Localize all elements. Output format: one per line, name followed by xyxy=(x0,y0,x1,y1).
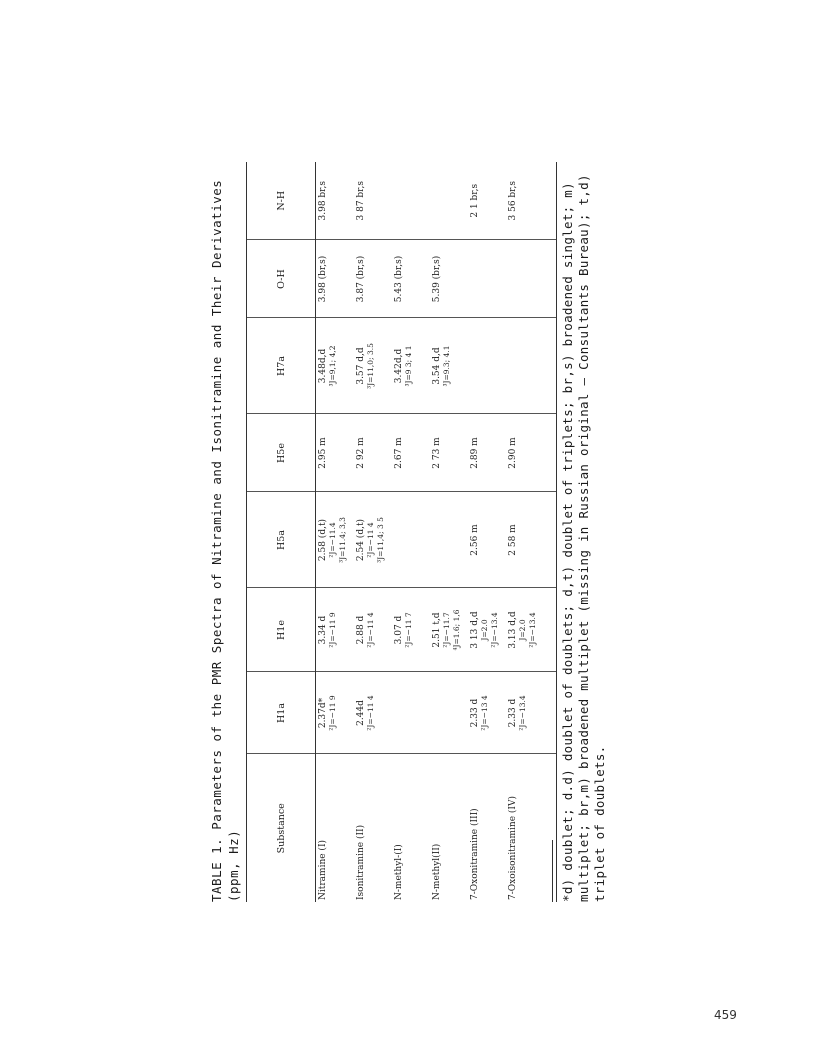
cell-value-line: ³J=9 3; 4 1 xyxy=(404,345,413,387)
cell-h5e xyxy=(468,414,506,492)
cell-oh xyxy=(354,240,392,318)
cell-h1a xyxy=(316,672,355,754)
cell-value-line: 3.54 d,d xyxy=(432,347,442,385)
cell-value-line: 2.54 (d,t) xyxy=(356,518,366,562)
page-number: 459 xyxy=(714,1008,737,1022)
cell-value-line: 2.44d xyxy=(356,700,366,726)
cell-value-line: ²J=−11 4 xyxy=(366,695,375,731)
cell-h1a xyxy=(392,672,430,754)
cell-substance: 7-Oxonitramine (III) xyxy=(470,808,480,900)
cell-nh xyxy=(430,162,468,240)
cell-value-line: ²J=−13.4 xyxy=(528,612,537,648)
cell-value-line: J=2.0 xyxy=(480,619,489,641)
cell-value-line: 2 73 m xyxy=(432,437,442,469)
cell-value-line: 3 56 br,s xyxy=(508,181,518,221)
cell-h5a xyxy=(354,492,392,588)
cell-h1e xyxy=(316,588,355,672)
cell-value-line: ³J=9,1; 4,2 xyxy=(328,345,337,387)
cell-value-line: 3.48d,d xyxy=(318,348,328,384)
col-header-h5a: H5a xyxy=(247,492,316,588)
cell-h5a xyxy=(468,492,506,588)
cell-substance: 7-Oxoisonitramine (IV) xyxy=(506,754,557,902)
cell-value-line: 2.67 m xyxy=(394,437,404,469)
cell-value-line: 2 1 br,s xyxy=(470,183,480,218)
cell-value-line: ²J=−11 9 xyxy=(328,612,337,648)
table-header-row xyxy=(247,162,316,902)
cell-h1a xyxy=(354,672,392,754)
table-row xyxy=(354,162,392,902)
cell-value-line: ⁴J=1.6; 1,6 xyxy=(452,609,461,651)
cell-value-line: ³J=9.3; 4.1 xyxy=(442,345,451,387)
cell-substance: N-methyl(II) xyxy=(432,843,442,900)
cell-value-line: 3 13 d,d xyxy=(470,611,480,649)
cell-h1a xyxy=(506,672,557,754)
table-row xyxy=(392,162,430,902)
cell-substance: N-methyl-(I) xyxy=(394,844,404,900)
cell-nh xyxy=(392,162,430,240)
col-header-h5e: H5e xyxy=(247,414,316,492)
cell-value-line: 2 58 m xyxy=(508,524,518,556)
col-header-h1a: H1a xyxy=(247,672,316,754)
cell-value-line: 2 92 m xyxy=(356,437,366,469)
cell-h5a xyxy=(430,492,468,588)
cell-value-line: 3.98 br,s xyxy=(318,181,328,221)
table-row xyxy=(316,162,355,902)
col-header-oh: O-H xyxy=(247,240,316,318)
cell-value-line: 3.57 d,d xyxy=(356,347,366,385)
cell-nh xyxy=(354,162,392,240)
cell-value-line: J=2.0 xyxy=(518,619,527,641)
rotated-table-region xyxy=(208,162,618,902)
cell-value-line: 3.98 (br,s) xyxy=(318,255,328,303)
cell-substance: Nitramine (I) xyxy=(318,839,328,900)
cell-h5e xyxy=(430,414,468,492)
col-header-nh: N-H xyxy=(247,162,316,240)
table-row xyxy=(468,162,506,902)
cell-h5a xyxy=(506,492,557,588)
cell-nh xyxy=(506,162,557,240)
cell-nh xyxy=(316,162,355,240)
footnote-rule xyxy=(552,840,553,902)
cell-h5a xyxy=(392,492,430,588)
table-body xyxy=(316,162,557,902)
cell-h7a xyxy=(392,318,430,414)
cell-value-line: 5.39 (br,s) xyxy=(432,255,442,303)
cell-h1a xyxy=(468,672,506,754)
cell-value-line: ²J=−11 7 xyxy=(404,612,413,648)
cell-oh xyxy=(468,240,506,318)
cell-h1e xyxy=(354,588,392,672)
cell-value-line: 3.42d,d xyxy=(394,348,404,384)
cell-value-line: 2.33 d xyxy=(508,698,518,728)
cell-value-line: ²J=−13 4 xyxy=(480,695,489,731)
cell-h7a xyxy=(354,318,392,414)
cell-value-line: ³J=11,0; 3.5 xyxy=(366,343,375,389)
cell-value-line: ³J=11,4; 3 5 xyxy=(376,517,385,563)
cell-value-line: 2.33 d xyxy=(470,698,480,728)
cell-h5e xyxy=(392,414,430,492)
cell-value-line: 3 87 br,s xyxy=(356,181,366,221)
cell-h1a xyxy=(430,672,468,754)
cell-h5e xyxy=(354,414,392,492)
cell-value-line: 2.95 m xyxy=(318,437,328,469)
cell-value-line: 2.88 d xyxy=(356,615,366,645)
cell-oh xyxy=(506,240,557,318)
cell-value-line: ²J=−13.4 xyxy=(490,612,499,648)
cell-h1e xyxy=(392,588,430,672)
cell-oh xyxy=(392,240,430,318)
cell-value-line: ²J=−11 4 xyxy=(366,522,375,558)
col-header-substance: Substance xyxy=(247,754,316,902)
cell-h7a xyxy=(506,318,557,414)
cell-value-line: 2.58 (d,t) xyxy=(318,518,328,562)
cell-h1e xyxy=(430,588,468,672)
cell-value-line: 5.43 (br,s) xyxy=(394,255,404,303)
table-caption: TABLE 1. Parameters of the PMR Spectra of Nitramine and Isonitramine and Their Derivatives (ppm, Hz) xyxy=(209,179,241,902)
cell-value-line: 2.90 m xyxy=(508,437,518,469)
pmr-table xyxy=(246,162,557,902)
cell-value-line: ²J=−11 9 xyxy=(328,695,337,731)
cell-value-line: ²J=−11 4 xyxy=(366,612,375,648)
table-row xyxy=(506,162,557,902)
cell-h5e xyxy=(316,414,355,492)
cell-value-line: 3.07 d xyxy=(394,615,404,645)
cell-h1e xyxy=(468,588,506,672)
cell-h7a xyxy=(430,318,468,414)
cell-value-line: 3.87 (br,s) xyxy=(356,255,366,303)
cell-value-line: ³J=11.4; 3,3 xyxy=(338,517,347,563)
table-row xyxy=(430,162,468,902)
cell-h5a xyxy=(316,492,355,588)
cell-nh xyxy=(468,162,506,240)
col-header-h1e: H1e xyxy=(247,588,316,672)
cell-oh xyxy=(430,240,468,318)
cell-value-line: ²J=−11.7 xyxy=(442,612,451,648)
cell-value-line: 3.34 d xyxy=(318,615,328,645)
cell-h7a xyxy=(468,318,506,414)
cell-value-line: 2.56 m xyxy=(470,524,480,556)
cell-substance: Isonitramine (II) xyxy=(356,824,366,900)
cell-h1e xyxy=(506,588,557,672)
col-header-h7a: H7a xyxy=(247,318,316,414)
cell-value-line: ²J=−11.4 xyxy=(328,522,337,558)
table-footnote: *d) doublet; d.d) doublet of doublets; d,t) doublet of triplets; br,s) broadened singlet; m) multiplet; br,m) broadened multiplet (missing in Russian original – Consultants Bureau); t,d) triplet of doublets. xyxy=(560,174,607,902)
cell-value-line: 2.89 m xyxy=(470,437,480,469)
cell-h5e xyxy=(506,414,557,492)
cell-value-line: 2.37d* xyxy=(318,697,328,729)
cell-value-line: ²J=−13.4 xyxy=(518,695,527,731)
cell-oh xyxy=(316,240,355,318)
cell-h7a xyxy=(316,318,355,414)
cell-value-line: 2.51 t,d xyxy=(432,612,442,648)
cell-value-line: 3.13 d,d xyxy=(508,611,518,649)
